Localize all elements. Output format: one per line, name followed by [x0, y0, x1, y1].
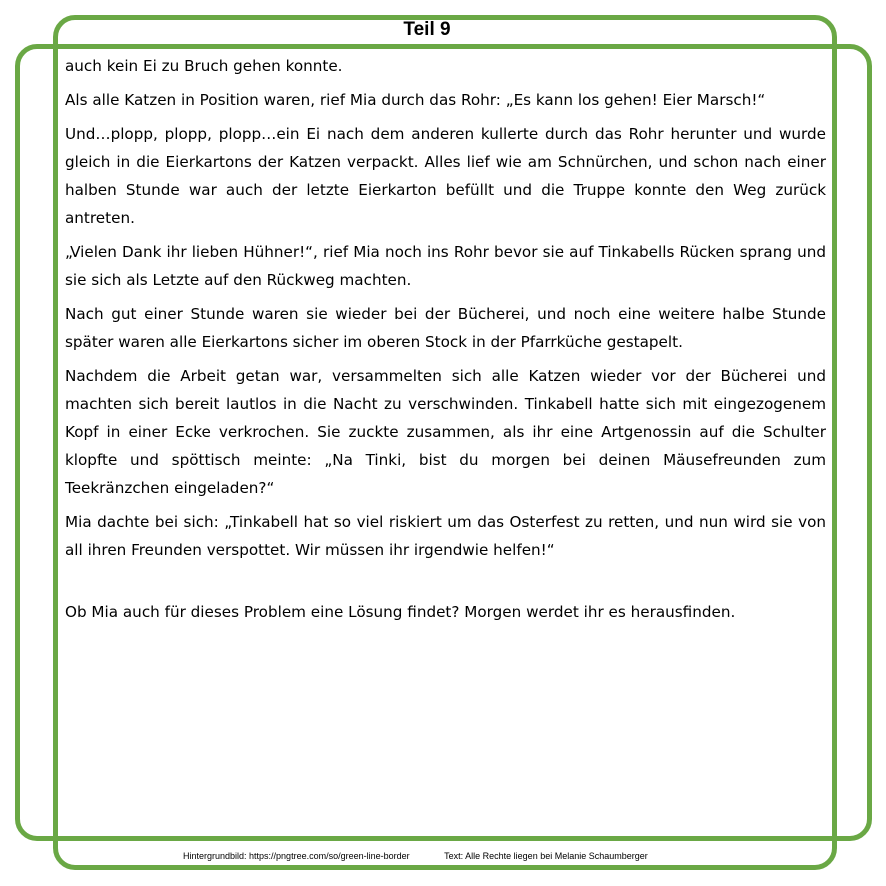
story-text	[65, 52, 826, 632]
story-paragraph-4: „Vielen Dank ihr lieben Hühner!“, rief Mia noch ins Rohr bevor sie auf Tinkabells Rücken sprang und sie sich als Letzte auf den Rückweg machten.	[65, 243, 826, 289]
story-paragraph-3: Und…plopp, plopp, plopp…ein Ei nach dem anderen kullerte durch das Rohr herunter und wurde gleich in die Eierkartons der Katzen verpackt. Alles lief wie am Schnürchen, und schon nach einer halben Stunde war auch der letzte Eierkarton befüllt und die Truppe konnte den Weg zurück antreten.	[65, 125, 826, 227]
story-paragraph-6: Nachdem die Arbeit getan war, versammelten sich alle Katzen wieder vor der Bücherei und machten sich bereit lautlos in die Nacht zu verschwinden. Tinkabell hatte sich mit eingezogenem Kopf in einer Ecke verkrochen. Sie zuckte zusammen, als ihr eine Artgenossin auf die Schulter klopfte und spöttisch meinte: „Na Tinki, bist du morgen bei deinen Mäusefreunden zum Teekränzchen eingeladen?“	[65, 367, 826, 497]
text-credit: Text: Alle Rechte liegen bei Melanie Schaumberger	[444, 851, 648, 861]
paragraph-spacer	[65, 570, 826, 598]
page-title: Teil 9	[403, 19, 451, 40]
story-paragraph-2: Als alle Katzen in Position waren, rief Mia durch das Rohr: „Es kann los gehen! Eier Marsch!“	[65, 91, 766, 109]
story-paragraph-1: auch kein Ei zu Bruch gehen konnte.	[65, 57, 343, 75]
story-paragraph-7: Mia dachte bei sich: „Tinkabell hat so viel riskiert um das Osterfest zu retten, und nun wird sie von all ihren Freunden verspottet. Wir müssen ihr irgendwie helfen!“	[65, 513, 826, 559]
footer-credits	[183, 851, 648, 861]
story-paragraph-5: Nach gut einer Stunde waren sie wieder bei der Bücherei, und noch eine weitere halbe Stunde später waren alle Eierkartons sicher im oberen Stock in der Pfarrküche gestapelt.	[65, 305, 826, 351]
story-paragraph-8: Ob Mia auch für dieses Problem eine Lösung findet? Morgen werdet ihr es herausfinden.	[65, 603, 736, 621]
background-credit: Hintergrundbild: https://pngtree.com/so/green-line-border	[183, 851, 410, 861]
